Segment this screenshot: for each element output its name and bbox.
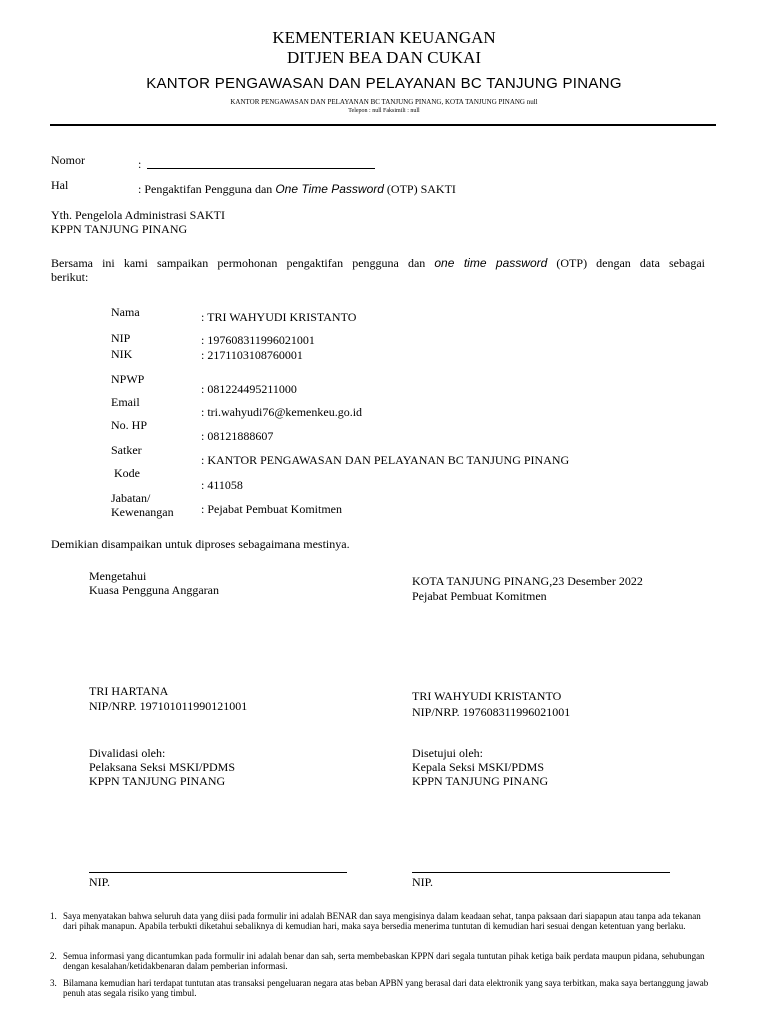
field-label-kode: Kode	[114, 466, 140, 480]
field-label-satker: Satker	[111, 443, 142, 457]
intro-italic: one time password	[434, 256, 548, 270]
sign-right-nip: NIP/NRP. 197608311996021001	[412, 705, 571, 719]
approved-by-role: Kepala Seksi MSKI/PDMS	[412, 760, 545, 774]
hal-italic: One Time Password	[275, 182, 384, 196]
field-label-jabatan: Jabatan/	[111, 491, 151, 505]
sign-right-title: Pejabat Pembuat Komitmen	[412, 589, 547, 603]
directorate-name: DITJEN BEA DAN CUKAI	[286, 48, 482, 67]
field-label-nohp: No. HP	[111, 418, 148, 432]
field-value-nama: : TRI WAHYUDI KRISTANTO	[201, 310, 357, 324]
sign-left-name: TRI HARTANA	[89, 684, 169, 698]
approver-nip: NIP.	[412, 875, 434, 889]
nomor-label: Nomor	[51, 153, 85, 167]
hal-value	[138, 182, 456, 197]
letterhead-divider	[50, 124, 716, 126]
approver-signature-line	[412, 872, 670, 873]
footnote-2-number: 2.	[50, 951, 57, 961]
office-address: KANTOR PENGAWASAN DAN PELAYANAN BC TANJUNG PINANG, KOTA TANJUNG PINANG null	[230, 98, 538, 106]
field-value-jabatan: : Pejabat Pembuat Komitmen	[201, 502, 342, 516]
recipient-line1: Yth. Pengelola Administrasi SAKTI	[51, 208, 225, 222]
validated-by-role: Pelaksana Seksi MSKI/PDMS	[89, 760, 236, 774]
field-value-nip: : 197608311996021001	[201, 333, 315, 347]
office-contact: Telepon : null Faksimili : null	[348, 108, 420, 114]
field-value-nik: : 2171103108760001	[201, 348, 303, 362]
footnote-3-text: Bilamana kemudian hari terdapat tuntutan atas transaksi pengeluaran negara atas beban APBN yang berasal dari data elektronik yang saya terbitkan, maka saya bertanggung jawab penuh atas segala risiko yang timbul.	[63, 978, 709, 998]
approved-by-label: Disetujui oleh:	[412, 746, 483, 760]
approved-by-office: KPPN TANJUNG PINANG	[412, 774, 549, 788]
hal-prefix: : Pengaktifan Pengguna dan	[138, 182, 276, 196]
validator-signature-line	[89, 872, 347, 873]
field-value-satker: : KANTOR PENGAWASAN DAN PELAYANAN BC TANJUNG PINANG	[201, 453, 570, 467]
nomor-underline	[147, 168, 375, 169]
footnote-3-number: 3.	[50, 978, 57, 988]
intro-part2: (OTP) dengan data sebagai	[547, 256, 705, 270]
field-label-kewenangan: Kewenangan	[111, 505, 174, 519]
sign-right-place-date: KOTA TANJUNG PINANG,23 Desember 2022	[412, 574, 643, 588]
sign-left-nip: NIP/NRP. 197101011990121001	[89, 699, 248, 713]
closing-sentence: Demikian disampaikan untuk diproses sebagaimana mestinya.	[51, 537, 350, 551]
validated-by-label: Divalidasi oleh:	[89, 746, 166, 760]
footnote-3	[50, 978, 716, 1000]
field-value-nohp: : 08121888607	[201, 429, 274, 443]
sign-left-title2: Kuasa Pengguna Anggaran	[89, 583, 219, 597]
field-label-nik: NIK	[111, 347, 133, 361]
hal-suffix: (OTP) SAKTI	[383, 182, 456, 196]
sign-left-title1: Mengetahui	[89, 569, 147, 583]
footnote-1	[50, 911, 716, 945]
field-label-email: Email	[111, 395, 140, 409]
footnote-1-text: Saya menyatakan bahwa seluruh data yang diisi pada formulir ini adalah BENAR dan saya mengisinya dalam keadaan sehat, tanpa paksaan dari siapapun atau tanpa ada tekanan dari pihak manapun. Apabila terbukti diketahui sebaliknya di kemudian hari, maka saya bersedia menerima tuntutan di kemudian hari sesuai dengan ketentuan yang berlaku.	[63, 911, 701, 931]
field-label-nama: Nama	[111, 305, 140, 319]
intro-line2: berikut:	[51, 270, 89, 284]
ministry-name: KEMENTERIAN KEUANGAN	[272, 28, 496, 47]
sign-right-name: TRI WAHYUDI KRISTANTO	[412, 689, 562, 703]
nomor-colon: :	[138, 157, 142, 171]
footnote-2-text: Semua informasi yang dicantumkan pada formulir ini adalah benar dan sah, serta membebaskan KPPN dari segala tuntutan pihak ketiga baik perdata maupun pidana, sehubungan dengan kesalahan/ketidakbenaran dalam pemberian informasi.	[63, 951, 705, 971]
field-value-email: : tri.wahyudi76@kemenkeu.go.id	[201, 405, 363, 419]
footnote-1-number: 1.	[50, 911, 57, 921]
recipient-line2: KPPN TANJUNG PINANG	[51, 222, 188, 236]
footnote-2	[50, 951, 716, 973]
intro-part1: Bersama ini kami sampaikan permohonan pengaktifan pengguna dan	[51, 256, 435, 270]
field-value-kode: : 411058	[201, 478, 243, 492]
intro-paragraph	[51, 256, 705, 271]
field-value-npwp: : 081224495211000	[201, 382, 297, 396]
field-label-nip: NIP	[111, 331, 131, 345]
office-name: KANTOR PENGAWASAN DAN PELAYANAN BC TANJUNG PINANG	[146, 75, 622, 92]
hal-label: Hal	[51, 178, 69, 192]
validated-by-office: KPPN TANJUNG PINANG	[89, 774, 226, 788]
field-label-npwp: NPWP	[111, 372, 145, 386]
validator-nip: NIP.	[89, 875, 111, 889]
